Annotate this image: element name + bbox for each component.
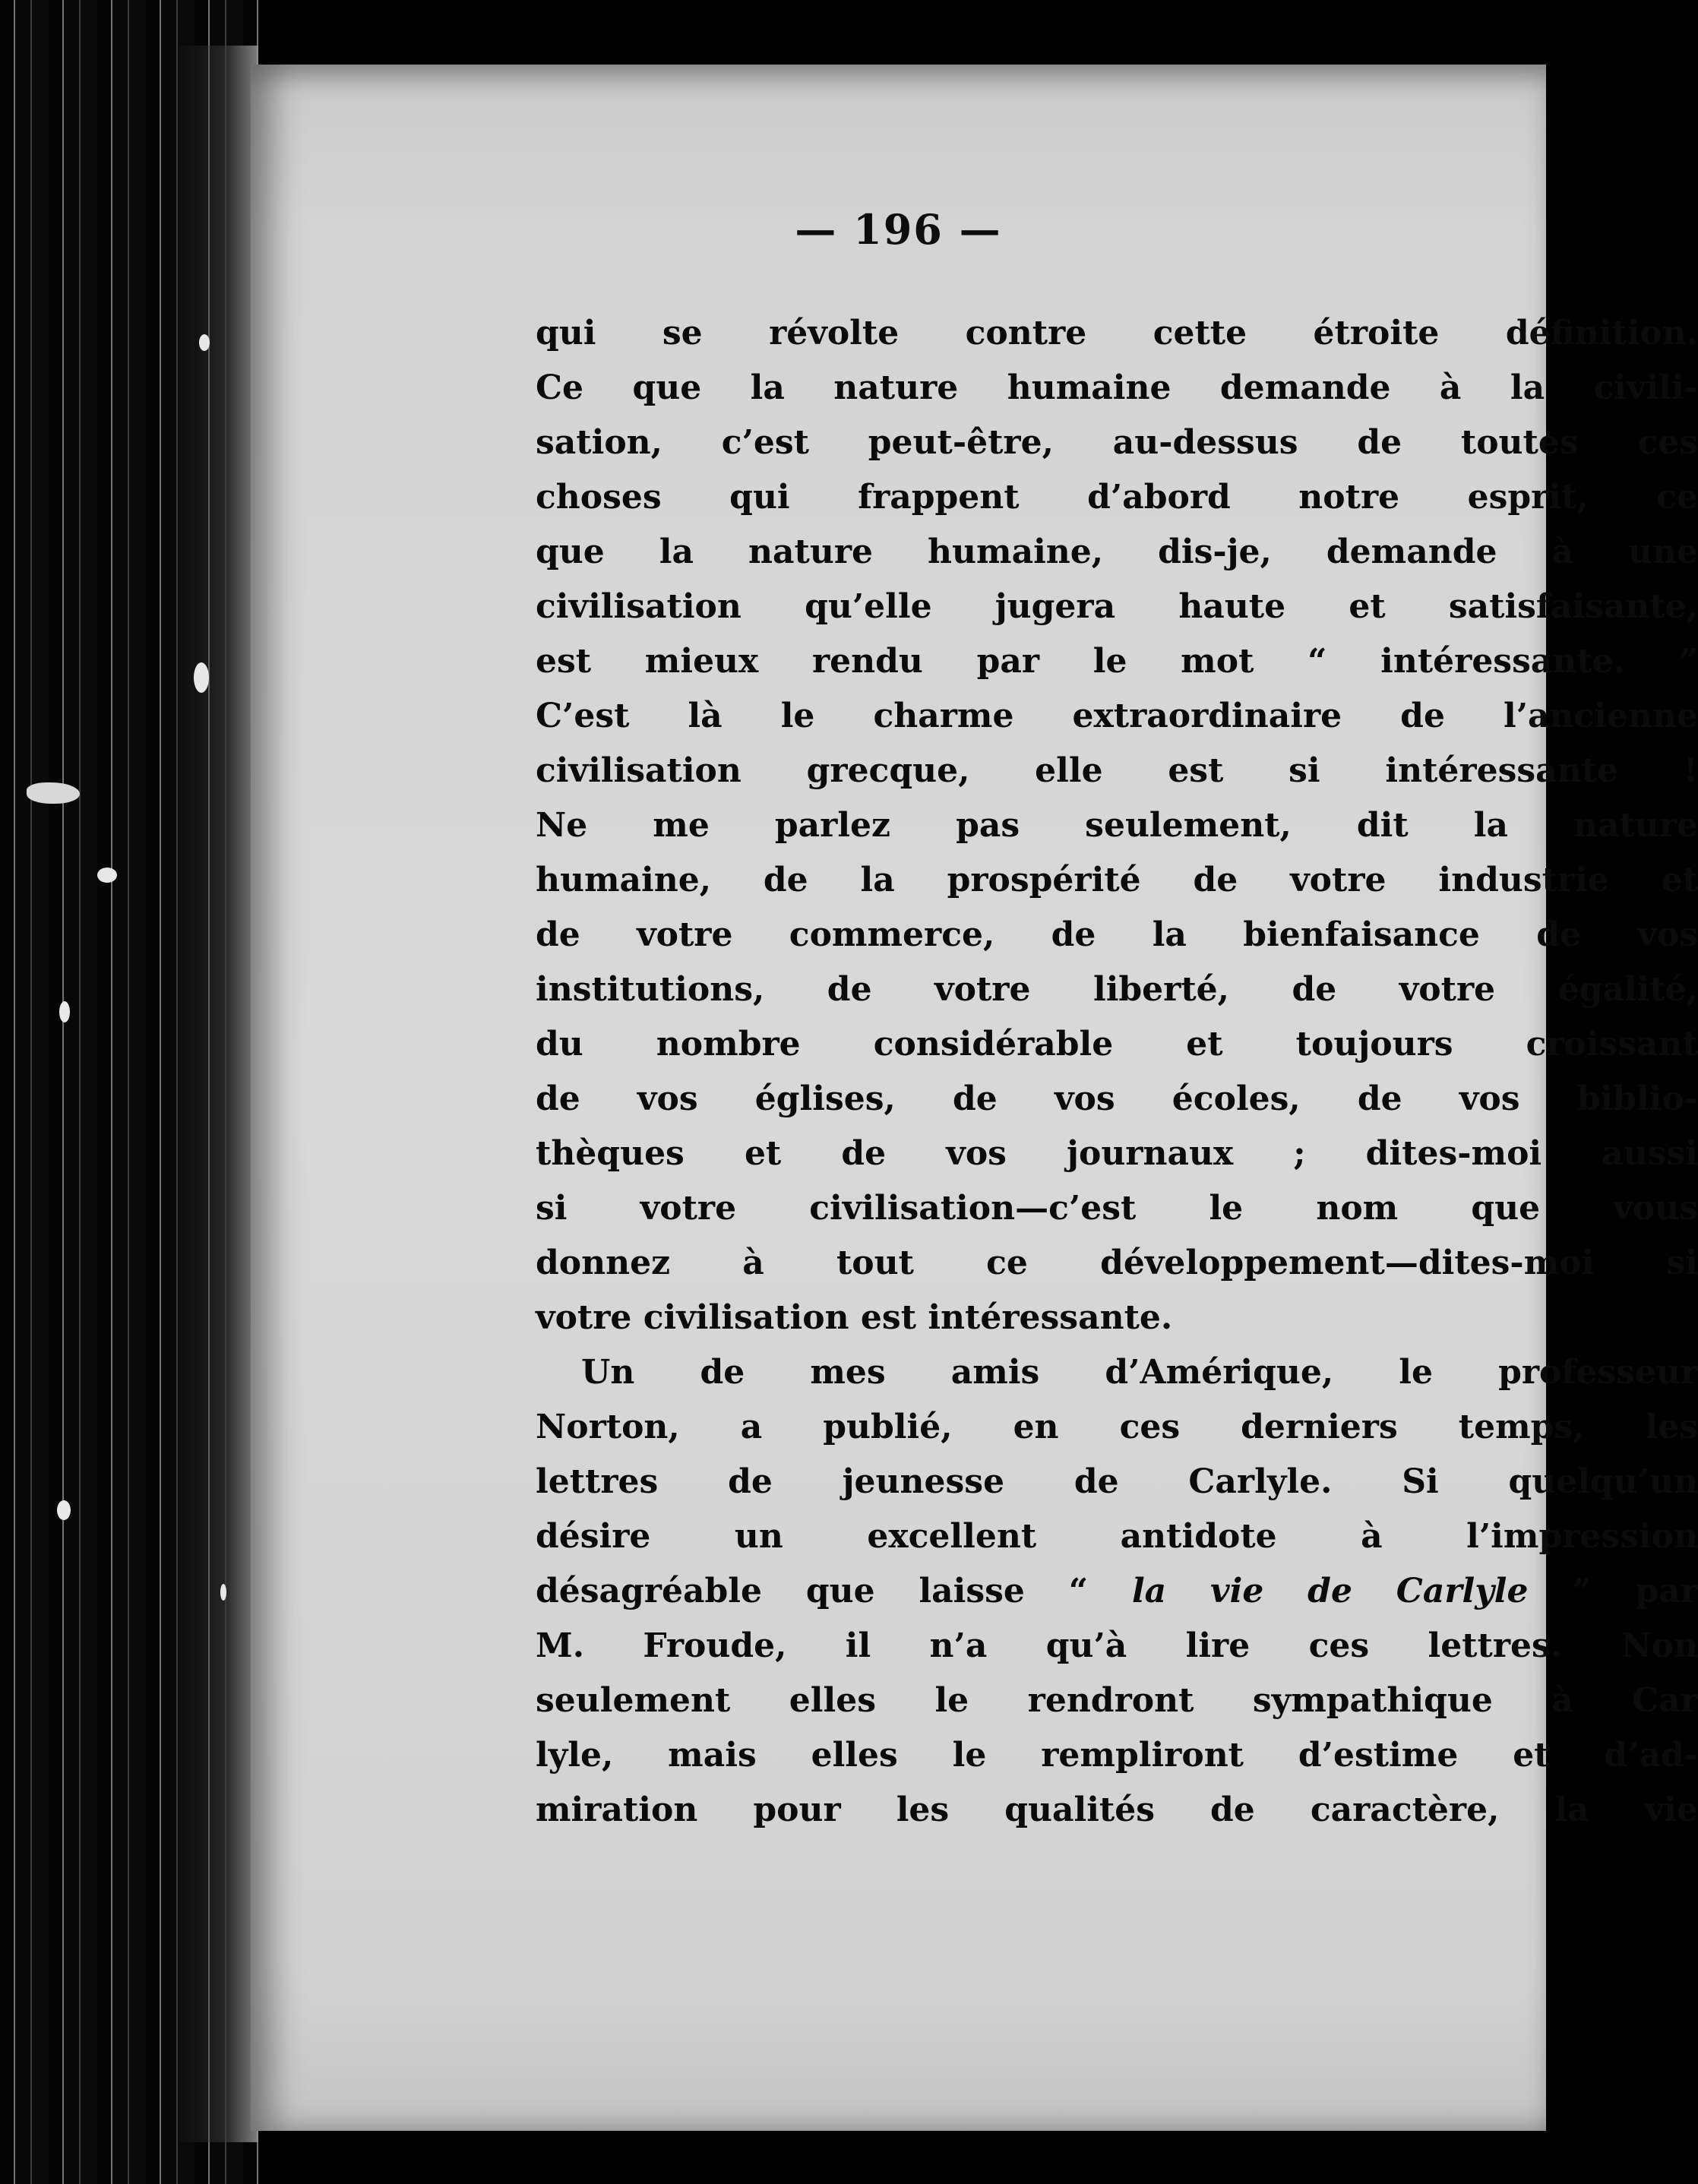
page-number: — 196 — — [795, 205, 1002, 254]
text-line: du nombre considérable et toujours croissant — [536, 1025, 1698, 1064]
text-line: est mieux rendu par le mot “ intéressante. ” — [536, 642, 1698, 681]
body-text — [536, 306, 1698, 1838]
text-line: Un de mes amis d’Amérique, le professeur — [581, 1353, 1698, 1392]
text-line: votre civilisation est intéressante. — [536, 1298, 1173, 1337]
text-line-with-italic — [536, 1564, 1698, 1619]
scan-speck — [59, 1001, 70, 1022]
text-line: Ne me parlez pas seulement, dit la nature — [536, 806, 1698, 845]
text-line: donnez à tout ce développement—dites-moi si — [536, 1244, 1698, 1282]
book-title-italic: la vie de Carlyle — [1131, 1572, 1529, 1610]
text-line: Ce que la nature humaine demande à la civili- — [536, 368, 1698, 407]
scan-speck — [220, 1584, 226, 1601]
text-line: civilisation grecque, elle est si intéressante ! — [536, 751, 1698, 790]
text-line: choses qui frappent d’abord notre esprit, ce — [536, 478, 1698, 517]
book-page — [251, 65, 1698, 2131]
text-line: seulement elles le rendront sympathique à Car — [536, 1681, 1698, 1720]
scan-speck — [194, 662, 209, 693]
text-line: M. Froude, il n’a qu’à lire ces lettres. Non — [536, 1626, 1698, 1665]
gutter-shadow — [175, 46, 258, 2142]
text-segment: désagréable que laisse “ — [536, 1572, 1132, 1610]
text-line: sation, c’est peut-être, au-dessus de toutes ces — [536, 423, 1698, 462]
text-line: si votre civilisation—c’est le nom que vous — [536, 1189, 1698, 1228]
text-line: Norton, a publié, en ces derniers temps, les — [536, 1408, 1698, 1446]
text-line: lyle, mais elles le rempliront d’estime et d’ad- — [536, 1736, 1698, 1775]
text-line: miration pour les qualités de caractère, la vie — [536, 1791, 1698, 1829]
scan-speck — [199, 334, 210, 351]
text-line: humaine, de la prospérité de votre industrie et — [536, 861, 1698, 899]
text-line: de votre commerce, de la bienfaisance de vos — [536, 915, 1698, 954]
text-line: désire un excellent antidote à l’impression — [536, 1517, 1698, 1556]
text-line: civilisation qu’elle jugera haute et satisfaisante, — [536, 587, 1698, 626]
text-line: thèques et de vos journaux ; dites-moi aussi — [536, 1134, 1698, 1173]
text-line: que la nature humaine, dis-je, demande à une — [536, 533, 1698, 571]
text-line: lettres de jeunesse de Carlyle. Si quelqu’un — [536, 1462, 1698, 1501]
text-line: de vos églises, de vos écoles, de vos biblio- — [536, 1079, 1698, 1118]
text-segment: ” par — [1528, 1572, 1698, 1610]
scan-speck — [97, 868, 117, 883]
text-line: institutions, de votre liberté, de votre égalité, — [536, 970, 1698, 1009]
text-line: C’est là le charme extraordinaire de l’ancienne — [536, 697, 1698, 735]
text-line: qui se révolte contre cette étroite définition. — [536, 314, 1698, 352]
scan-speck — [57, 1500, 71, 1520]
scan-speck — [27, 782, 80, 804]
